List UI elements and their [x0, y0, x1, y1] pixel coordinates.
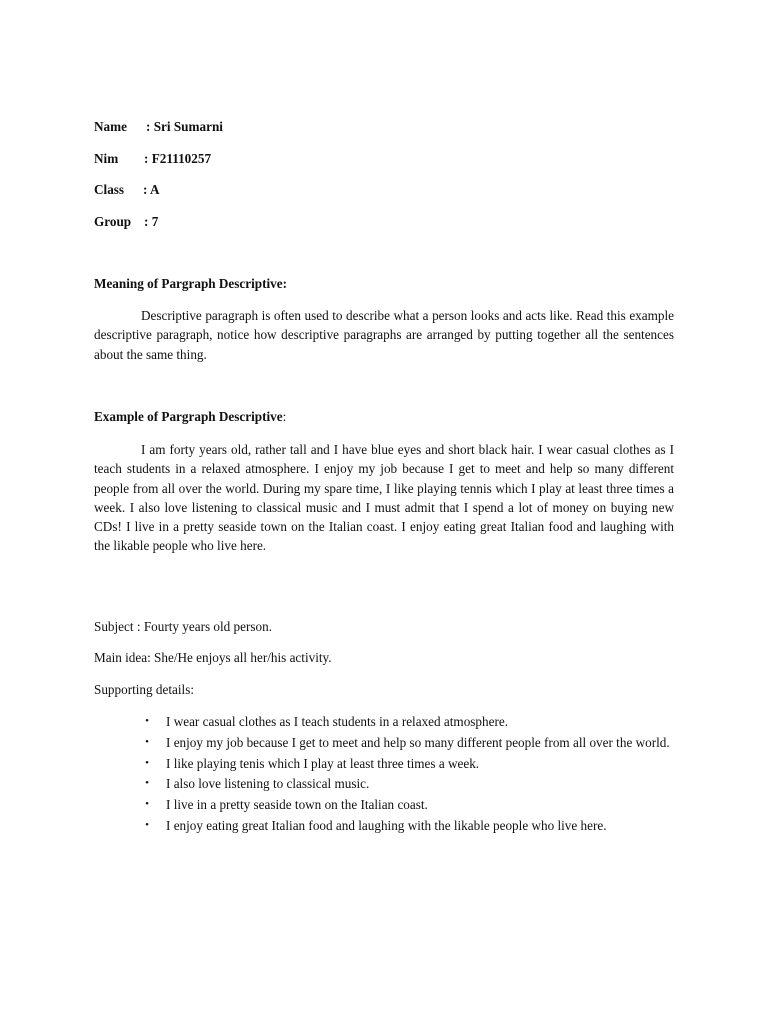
list-item	[142, 733, 674, 753]
bullet-icon: •	[145, 777, 149, 790]
bullet-icon: •	[145, 818, 149, 831]
header-group-row	[94, 214, 158, 230]
bullet-icon: •	[145, 756, 149, 769]
example-paragraph: I am forty years old, rather tall and I have blue eyes and short black hair. I wear casual clothes as I teach students in a relaxed atmosphere. I enjoy my job because I get to meet and help so many different people from all over the world. During my spare time, I like playing tennis which I play at least three times a week. I also love listening to classical music and I must admit that I spend a lot of money on buying new CDs! I live in a pretty seaside town on the Italian coast. I enjoy eating great Italian food and laughing with the likable people who live here.	[94, 442, 674, 554]
list-item	[142, 754, 674, 774]
nim-label: Nim	[94, 151, 119, 166]
document-page	[94, 0, 674, 1024]
detail-text: I wear casual clothes as I teach students in a relaxed atmosphere.	[166, 714, 508, 729]
detail-text: I also love listening to classical music.	[166, 776, 370, 792]
example-heading	[94, 409, 286, 425]
class-label: Class	[94, 182, 125, 197]
name-value: : Sri Sumarni	[146, 119, 223, 134]
meaning-heading: Meaning of Pargraph Descriptive:	[94, 276, 288, 291]
bullet-icon: •	[145, 715, 149, 727]
meaning-paragraph: Descriptive paragraph is often used to describe what a person looks and acts like. Read this example descriptive paragraph, notice how descriptive paragraphs are arranged by putting together all the sentences about the same thing.	[94, 308, 674, 362]
bullet-icon: •	[145, 798, 149, 811]
list-item	[142, 712, 674, 732]
header-name-row	[94, 119, 223, 135]
supporting-details-label: Supporting details:	[94, 682, 195, 697]
list-item	[142, 816, 674, 836]
nim-value: : F21110257	[144, 151, 212, 166]
example-heading-colon: :	[282, 409, 287, 424]
group-value: : 7	[144, 214, 159, 229]
main-idea-line: Main idea: She/He enjoys all her/his activity.	[94, 650, 332, 665]
list-item	[142, 774, 674, 794]
detail-text: I live in a pretty seaside town on the Italian coast.	[166, 797, 428, 813]
detail-text: I enjoy eating great Italian food and laughing with the likable people who live here.	[166, 817, 607, 833]
group-label: Group	[94, 214, 132, 229]
detail-text: I like playing tenis which I play at least three times a week.	[166, 755, 480, 771]
header-class-row	[94, 182, 159, 198]
subject-line: Subject : Fourty years old person.	[94, 619, 273, 634]
name-label: Name	[94, 119, 127, 134]
bullet-icon: •	[145, 735, 149, 748]
supporting-details-list	[142, 712, 674, 837]
header-nim-row	[94, 151, 211, 167]
list-item	[142, 795, 674, 815]
class-value: : A	[143, 182, 160, 197]
detail-text: I enjoy my job because I get to meet and help so many different people from all over the world.	[166, 734, 670, 750]
example-heading-text: Example of Pargraph Descriptive	[94, 409, 283, 424]
